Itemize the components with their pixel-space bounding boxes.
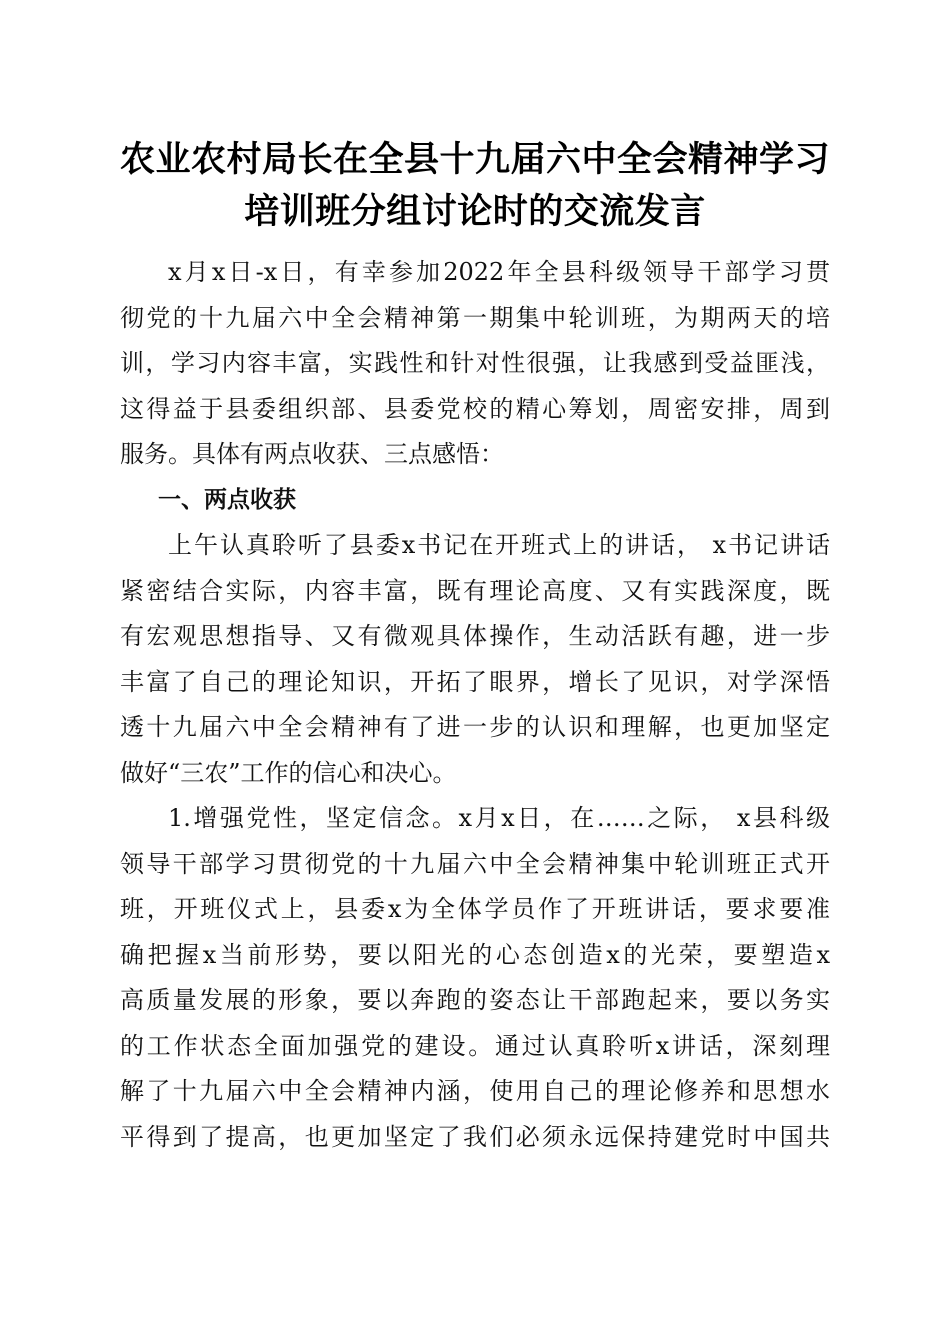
document-title (100, 134, 850, 238)
paragraph-line: 训，学习内容丰富，实践性和针对性很强，让我感到受益匪浅， (120, 349, 830, 377)
paragraph-line: 上午认真聆听了县委x书记在开班式上的讲话， x书记讲话 (168, 531, 830, 559)
paragraph-line: 透十九届六中全会精神有了进一步的认识和理解，也更加坚定 (120, 713, 830, 741)
paragraph-gains (120, 523, 830, 796)
paragraph-line: 领导干部学习贯彻党的十九届六中全会精神集中轮训班正式开 (120, 849, 830, 878)
paragraph-line: 丰富了自己的理论知识，开拓了眼界，增长了见识，对学深悟 (120, 667, 830, 696)
title-line: 农业农村局长在全县十九届六中全会精神学习 (119, 139, 830, 180)
paragraph-line: 解了十九届六中全会精神内涵，使用自己的理论修养和思想水 (120, 1077, 830, 1105)
paragraph-line: 做好“三农”工作的信心和决心。 (120, 758, 457, 787)
section-heading: 一、两点收获 (158, 486, 296, 513)
paragraph-point-1 (120, 796, 830, 1160)
paragraph-line: 班，开班仪式上，县委x为全体学员作了开班讲话，要求要准 (120, 895, 830, 923)
paragraph-line: 平得到了提高，也更加坚定了我们必须永远保持建党时中国共 (120, 1122, 830, 1151)
paragraph-line: 的工作状态全面加强党的建设。通过认真聆听x讲话，深刻理 (120, 1031, 830, 1060)
paragraph-line: 有宏观思想指导、又有微观具体操作，生动活跃有趣，进一步 (120, 622, 830, 650)
title-line: 培训班分组讨论时的交流发言 (244, 191, 706, 232)
paragraph-line: 确把握x当前形势，要以阳光的心态创造x的光荣，要塑造x (120, 940, 830, 969)
paragraph-line: 彻党的十九届六中全会精神第一期集中轮训班，为期两天的培 (120, 303, 830, 332)
paragraph-line: 服务。具体有两点收获、三点感悟： (120, 440, 504, 468)
document-body (120, 250, 830, 1160)
paragraph-line: 这得益于县委组织部、县委党校的精心筹划，周密安排，周到 (120, 394, 830, 423)
paragraph-line: x月x日-x日，有幸参加2022年全县科级领导干部学习贯 (168, 258, 830, 286)
paragraph-line: 1.增强党性，坚定信念。x月x日，在……之际， x县科级 (168, 804, 830, 832)
paragraph-line: 紧密结合实际，内容丰富，既有理论高度、又有实践深度，既 (120, 576, 830, 605)
paragraph-intro (120, 250, 830, 478)
paragraph-line: 高质量发展的形象，要以奔跑的姿态让干部跑起来，要以务实 (120, 986, 830, 1014)
